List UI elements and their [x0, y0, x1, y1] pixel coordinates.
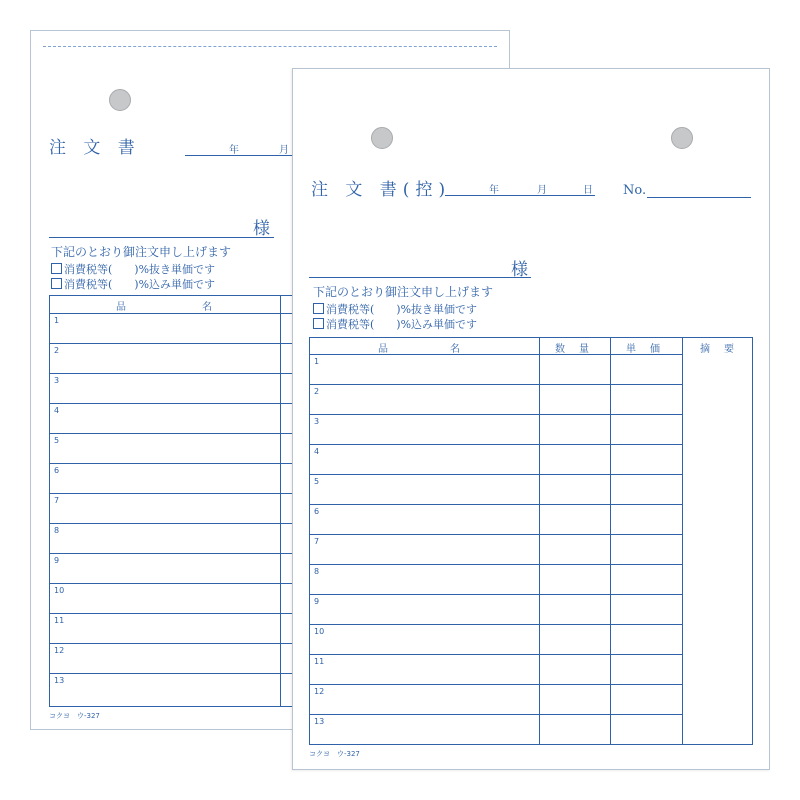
tax-included-checkbox — [51, 278, 62, 289]
column-header-item-name: 品 名 — [378, 344, 462, 355]
tax-excluded-option: 消費税等( )%抜き単価です — [313, 301, 477, 317]
maker-code: コクヨ ウ-327 — [49, 712, 100, 720]
row-number: 11 — [54, 616, 65, 625]
table-row — [310, 684, 682, 685]
tax-included-option: 消費税等( )%込み単価です — [313, 316, 477, 332]
row-number: 4 — [314, 447, 320, 456]
binding-hole — [671, 127, 693, 149]
row-number: 7 — [314, 537, 320, 546]
year-label: 年 — [229, 145, 239, 156]
row-number: 11 — [314, 657, 325, 666]
row-number: 6 — [314, 507, 320, 516]
binding-hole — [109, 89, 131, 111]
row-number: 3 — [314, 417, 320, 426]
year-label: 年 — [489, 185, 499, 196]
day-label: 日 — [583, 185, 593, 196]
row-number: 10 — [314, 627, 325, 636]
intro-text: 下記のとおり御注文申し上げます — [51, 245, 232, 259]
table-row — [310, 714, 682, 715]
row-number: 1 — [314, 357, 320, 366]
row-number: 9 — [54, 556, 60, 565]
row-number: 5 — [54, 436, 60, 445]
number-label: No. — [623, 183, 647, 198]
intro-text: 下記のとおり御注文申し上げます — [313, 285, 494, 299]
honorific-label: 様 — [253, 219, 270, 239]
row-number: 12 — [314, 687, 325, 696]
column-divider — [682, 338, 683, 744]
table-row — [310, 474, 682, 475]
row-number: 8 — [54, 526, 60, 535]
recipient-underline — [49, 237, 274, 238]
table-row — [310, 354, 682, 355]
row-number: 9 — [314, 597, 320, 606]
honorific-label: 様 — [511, 260, 528, 280]
table-row — [310, 384, 682, 385]
row-number: 7 — [54, 496, 60, 505]
column-header-unit-price: 単 価 — [626, 344, 662, 355]
table-row — [310, 564, 682, 565]
items-table — [309, 337, 753, 745]
form-title-copy: 注 文 書(控) — [311, 180, 452, 200]
row-number: 1 — [54, 316, 60, 325]
tax-excluded-checkbox — [51, 263, 62, 274]
row-number: 8 — [314, 567, 320, 576]
table-row — [310, 414, 682, 415]
row-number: 6 — [54, 466, 60, 475]
table-row — [310, 594, 682, 595]
binding-hole — [371, 127, 393, 149]
row-number: 5 — [314, 477, 320, 486]
tax-excluded-checkbox — [313, 303, 324, 314]
month-label: 月 — [537, 185, 547, 196]
row-number: 2 — [314, 387, 320, 396]
table-row — [310, 534, 682, 535]
row-number: 4 — [54, 406, 60, 415]
row-number: 13 — [54, 676, 65, 685]
number-underline — [647, 197, 751, 198]
table-row — [310, 504, 682, 505]
column-header-item: 品 — [116, 302, 128, 313]
order-form-copy — [292, 68, 770, 770]
row-number: 3 — [54, 376, 60, 385]
recipient-underline — [309, 277, 531, 278]
date-underline — [445, 195, 595, 196]
tax-excluded-option: 消費税等( )%抜き単価です — [51, 261, 215, 277]
perforation-line — [43, 46, 497, 47]
table-row — [310, 624, 682, 625]
tax-included-option: 消費税等( )%込み単価です — [51, 276, 215, 292]
form-title: 注 文 書 — [49, 138, 141, 158]
column-divider — [280, 296, 281, 706]
row-number: 10 — [54, 586, 65, 595]
tax-included-checkbox — [313, 318, 324, 329]
column-header-remarks: 摘 要 — [700, 344, 736, 355]
table-row — [310, 444, 682, 445]
month-label: 月 — [279, 145, 289, 156]
table-row — [310, 654, 682, 655]
column-header-name: 名 — [202, 302, 214, 313]
maker-code: コクヨ ウ-327 — [309, 750, 360, 758]
row-number: 12 — [54, 646, 65, 655]
row-number: 13 — [314, 717, 325, 726]
row-number: 2 — [54, 346, 60, 355]
column-header-quantity: 数 量 — [555, 344, 591, 355]
